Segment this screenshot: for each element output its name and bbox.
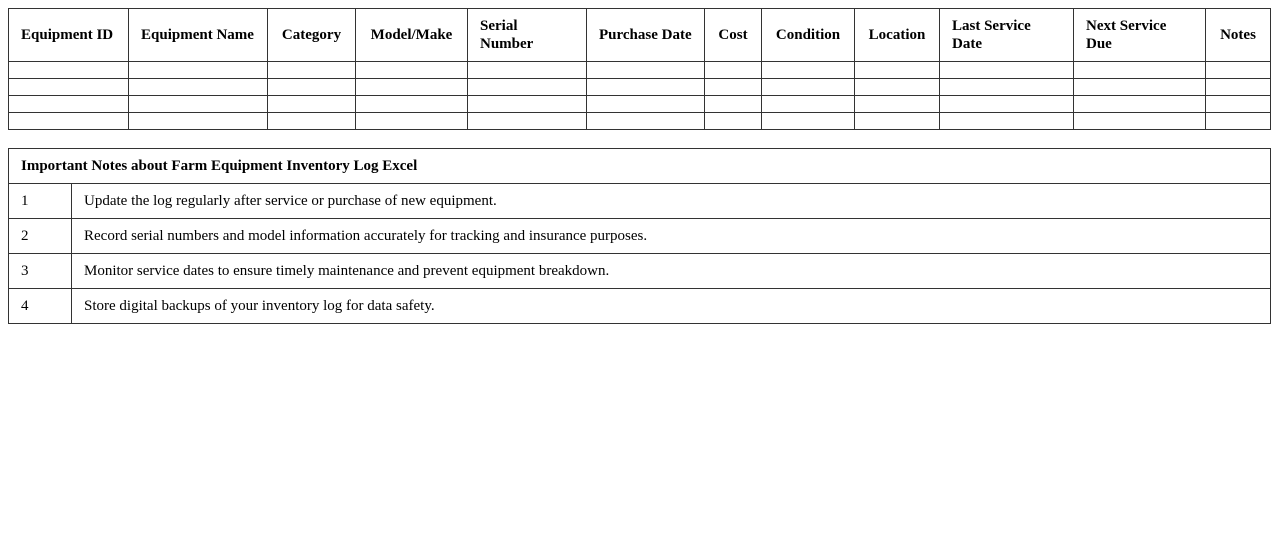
table-cell[interactable] xyxy=(356,62,468,79)
table-cell[interactable] xyxy=(587,79,705,96)
header-equipment-id: Equipment ID xyxy=(9,9,129,62)
note-text: Store digital backups of your inventory log for data safety. xyxy=(72,289,1271,324)
table-cell[interactable] xyxy=(356,96,468,113)
table-cell[interactable] xyxy=(587,113,705,130)
notes-title: Important Notes about Farm Equipment Inventory Log Excel xyxy=(9,149,1271,184)
table-cell[interactable] xyxy=(1074,79,1206,96)
note-row xyxy=(9,184,1271,219)
notes-table xyxy=(8,148,1271,324)
table-cell[interactable] xyxy=(705,79,762,96)
table-cell[interactable] xyxy=(356,113,468,130)
table-cell[interactable] xyxy=(762,113,855,130)
note-text: Monitor service dates to ensure timely maintenance and prevent equipment breakdown. xyxy=(72,254,1271,289)
table-cell[interactable] xyxy=(1206,113,1271,130)
notes-title-row xyxy=(9,149,1271,184)
table-cell[interactable] xyxy=(268,79,356,96)
note-row xyxy=(9,254,1271,289)
table-cell[interactable] xyxy=(9,62,129,79)
inventory-table xyxy=(8,8,1271,130)
table-cell[interactable] xyxy=(468,79,587,96)
table-cell[interactable] xyxy=(468,113,587,130)
table-cell[interactable] xyxy=(705,96,762,113)
table-cell[interactable] xyxy=(1074,96,1206,113)
table-cell[interactable] xyxy=(940,113,1074,130)
table-cell[interactable] xyxy=(855,79,940,96)
table-cell[interactable] xyxy=(129,113,268,130)
table-cell[interactable] xyxy=(9,79,129,96)
table-cell[interactable] xyxy=(940,62,1074,79)
table-cell[interactable] xyxy=(9,96,129,113)
header-notes: Notes xyxy=(1206,9,1271,62)
table-cell[interactable] xyxy=(855,113,940,130)
table-row xyxy=(9,96,1271,113)
header-equipment-name: Equipment Name xyxy=(129,9,268,62)
header-serial-number: Serial Number xyxy=(468,9,587,62)
table-cell[interactable] xyxy=(129,79,268,96)
table-cell[interactable] xyxy=(762,62,855,79)
header-purchase-date: Purchase Date xyxy=(587,9,705,62)
note-number: 1 xyxy=(9,184,72,219)
note-row xyxy=(9,289,1271,324)
table-row xyxy=(9,113,1271,130)
table-cell[interactable] xyxy=(268,113,356,130)
header-location: Location xyxy=(855,9,940,62)
table-cell[interactable] xyxy=(762,96,855,113)
table-cell[interactable] xyxy=(1206,96,1271,113)
table-cell[interactable] xyxy=(587,96,705,113)
header-last-service-date: Last Service Date xyxy=(940,9,1074,62)
table-cell[interactable] xyxy=(705,113,762,130)
table-cell[interactable] xyxy=(705,62,762,79)
table-cell[interactable] xyxy=(468,62,587,79)
note-row xyxy=(9,219,1271,254)
table-cell[interactable] xyxy=(762,79,855,96)
table-cell[interactable] xyxy=(855,96,940,113)
header-cost: Cost xyxy=(705,9,762,62)
table-cell[interactable] xyxy=(1206,79,1271,96)
table-cell[interactable] xyxy=(940,96,1074,113)
inventory-body xyxy=(9,62,1271,130)
table-row xyxy=(9,62,1271,79)
note-text: Update the log regularly after service or purchase of new equipment. xyxy=(72,184,1271,219)
table-row xyxy=(9,79,1271,96)
note-text: Record serial numbers and model information accurately for tracking and insurance purposes. xyxy=(72,219,1271,254)
notes-body xyxy=(9,184,1271,324)
header-next-service-due: Next Service Due xyxy=(1074,9,1206,62)
table-cell[interactable] xyxy=(268,62,356,79)
table-cell[interactable] xyxy=(9,113,129,130)
table-cell[interactable] xyxy=(1206,62,1271,79)
header-model-make: Model/Make xyxy=(356,9,468,62)
note-number: 4 xyxy=(9,289,72,324)
table-cell[interactable] xyxy=(587,62,705,79)
note-number: 3 xyxy=(9,254,72,289)
inventory-header-row xyxy=(9,9,1271,62)
table-cell[interactable] xyxy=(1074,62,1206,79)
table-cell[interactable] xyxy=(129,62,268,79)
header-category: Category xyxy=(268,9,356,62)
table-cell[interactable] xyxy=(855,62,940,79)
table-cell[interactable] xyxy=(940,79,1074,96)
header-condition: Condition xyxy=(762,9,855,62)
note-number: 2 xyxy=(9,219,72,254)
table-cell[interactable] xyxy=(129,96,268,113)
table-cell[interactable] xyxy=(468,96,587,113)
table-cell[interactable] xyxy=(268,96,356,113)
table-cell[interactable] xyxy=(1074,113,1206,130)
table-cell[interactable] xyxy=(356,79,468,96)
